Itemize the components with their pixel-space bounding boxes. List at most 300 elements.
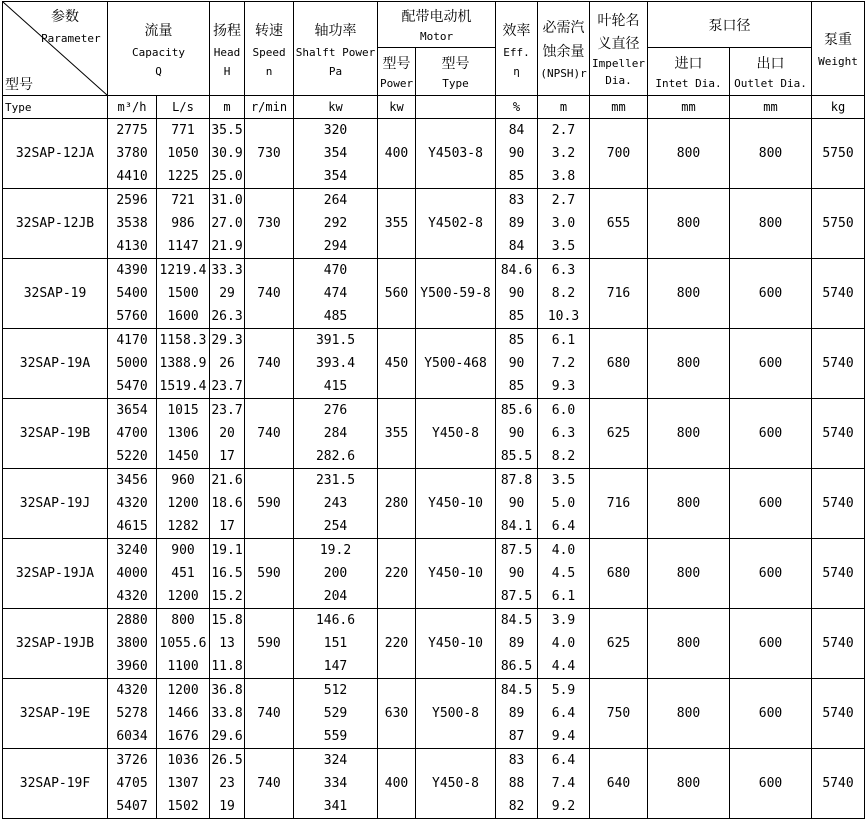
- shaft-value: 512: [323, 683, 348, 698]
- cell-motor-type: Y500-8: [416, 679, 496, 749]
- npsh-value: 3.9: [551, 613, 576, 628]
- shaft-value: 204: [323, 589, 348, 604]
- eff-value: 90: [508, 566, 525, 581]
- cell-inlet: 800: [648, 119, 730, 189]
- cell-motor-power: 450: [378, 329, 416, 399]
- unit-inlet: mm: [648, 96, 730, 119]
- q-ls-value: 800: [171, 613, 195, 628]
- head-value: 23: [219, 776, 235, 791]
- motor-zh: 配带电动机: [401, 9, 472, 25]
- eff-en: Eff.: [503, 45, 530, 59]
- cell-weight: 5750: [812, 119, 865, 189]
- cell-speed: 590: [245, 469, 294, 539]
- cell-head: [210, 609, 245, 679]
- q-m3h-value: 4705: [116, 776, 148, 791]
- cell-outlet: 600: [730, 609, 812, 679]
- cell-head: [210, 119, 245, 189]
- npsh-value: 2.7: [551, 123, 576, 138]
- head-value: 13: [219, 636, 235, 651]
- cell-eff: [496, 399, 538, 469]
- cell-motor-type: Y450-8: [416, 399, 496, 469]
- cell-impeller: 640: [590, 749, 648, 819]
- cell-motor-type: Y450-10: [416, 469, 496, 539]
- q-ls-value: 1147: [167, 239, 199, 254]
- shaft-value: 470: [323, 263, 348, 278]
- head-value: 33.8: [211, 706, 243, 721]
- cell-q-m3h: [108, 609, 157, 679]
- cell-motor-type: Y4502-8: [416, 189, 496, 259]
- cell-motor-type: Y450-10: [416, 609, 496, 679]
- npsh-value: 8.2: [551, 449, 576, 464]
- cell-q-ls: [157, 609, 210, 679]
- cell-weight: 5740: [812, 679, 865, 749]
- head-value: 19.1: [211, 543, 243, 558]
- cell-inlet: 800: [648, 189, 730, 259]
- cell-q-m3h: [108, 119, 157, 189]
- impeller-zh-2: 义直径: [597, 36, 640, 52]
- shaft-value: 264: [323, 193, 348, 208]
- cell-head: [210, 399, 245, 469]
- motor-type-header: [416, 48, 496, 96]
- eff-value: 89: [508, 216, 525, 231]
- cell-q-m3h: [108, 189, 157, 259]
- cell-q-ls: [157, 469, 210, 539]
- cell-outlet: 600: [730, 399, 812, 469]
- q-m3h-value: 5470: [116, 379, 148, 394]
- q-m3h-value: 3780: [116, 146, 148, 161]
- unit-npsh: m: [538, 96, 590, 119]
- cell-impeller: 680: [590, 329, 648, 399]
- cell-motor-power: 220: [378, 539, 416, 609]
- q-m3h-value: 4170: [116, 333, 148, 348]
- cell-motor-power: 630: [378, 679, 416, 749]
- impeller-en-1: Impeller: [592, 57, 645, 70]
- npsh-value: 4.4: [551, 659, 576, 674]
- npsh-value: 3.5: [551, 473, 576, 488]
- cell-model: 32SAP-19F: [3, 749, 108, 819]
- q-m3h-value: 3240: [116, 543, 148, 558]
- cell-outlet: 800: [730, 189, 812, 259]
- cell-model: 32SAP-19JB: [3, 609, 108, 679]
- npsh-value: 4.5: [551, 566, 576, 581]
- cell-outlet: 600: [730, 259, 812, 329]
- cell-weight: 5740: [812, 609, 865, 679]
- cell-motor-power: 560: [378, 259, 416, 329]
- cell-npsh: [538, 539, 590, 609]
- table-row: [3, 189, 865, 259]
- head-value: 26.3: [211, 309, 243, 324]
- cell-head: [210, 329, 245, 399]
- eff-value: 85: [508, 379, 525, 394]
- motor-power-header: [378, 48, 416, 96]
- eff-value: 82: [508, 799, 525, 814]
- speed-symbol: n: [265, 64, 273, 78]
- table-row: [3, 539, 865, 609]
- impeller-header: [590, 2, 648, 96]
- npsh-value: 3.8: [551, 169, 576, 184]
- efficiency-header: [496, 2, 538, 96]
- table-row: [3, 609, 865, 679]
- cell-speed: 730: [245, 189, 294, 259]
- head-value: 30.9: [211, 146, 243, 161]
- eff-value: 87.5: [500, 543, 533, 558]
- cell-npsh: [538, 399, 590, 469]
- cell-model: 32SAP-19B: [3, 399, 108, 469]
- shaft-zh: 轴功率: [314, 22, 357, 39]
- cell-motor-power: 400: [378, 119, 416, 189]
- shaft-value: 146.6: [315, 613, 356, 628]
- npsh-value: 3.5: [551, 239, 576, 254]
- cell-inlet: 800: [648, 399, 730, 469]
- cell-eff: [496, 609, 538, 679]
- eff-value: 90: [508, 356, 525, 371]
- unit-eff: %: [496, 96, 538, 119]
- cell-shaft: [294, 259, 378, 329]
- cell-eff: [496, 539, 538, 609]
- eff-value: 85: [508, 309, 525, 324]
- shaft-value: 529: [323, 706, 348, 721]
- cell-outlet: 800: [730, 119, 812, 189]
- cell-motor-type: Y4503-8: [416, 119, 496, 189]
- cell-motor-power: 355: [378, 399, 416, 469]
- shaft-value: 559: [323, 729, 348, 744]
- npsh-header: [538, 2, 590, 96]
- shaft-value: 19.2: [319, 543, 352, 558]
- q-m3h-value: 4000: [116, 566, 148, 581]
- cell-shaft: [294, 469, 378, 539]
- npsh-value: 6.1: [551, 589, 576, 604]
- shaft-value: 393.4: [315, 356, 356, 371]
- shaft-value: 243: [323, 496, 348, 511]
- head-header: [210, 2, 245, 96]
- head-value: 21.6: [211, 473, 243, 488]
- outlet-en: Outlet Dia.: [734, 77, 807, 90]
- unit-impeller: mm: [590, 96, 648, 119]
- eff-zh: 效率: [502, 22, 531, 39]
- head-value: 35.5: [211, 123, 243, 138]
- shaft-value: 292: [323, 216, 348, 231]
- q-ls-value: 960: [171, 473, 195, 488]
- eff-value: 86.5: [500, 659, 533, 674]
- shaft-value: 334: [323, 776, 348, 791]
- shaft-value: 354: [323, 146, 348, 161]
- cell-shaft: [294, 679, 378, 749]
- q-m3h-value: 4320: [116, 683, 148, 698]
- q-ls-value: 1158.3: [159, 333, 207, 348]
- head-value: 29.3: [211, 333, 243, 348]
- q-m3h-value: 5407: [116, 799, 148, 814]
- motor-type-en: Type: [442, 77, 469, 90]
- cell-speed: 740: [245, 259, 294, 329]
- npsh-value: 9.4: [551, 729, 576, 744]
- eff-value: 89: [508, 706, 525, 721]
- table-row: [3, 679, 865, 749]
- shaft-value: 282.6: [315, 449, 356, 464]
- cell-impeller: 700: [590, 119, 648, 189]
- q-m3h-value: 3538: [116, 216, 148, 231]
- cell-head: [210, 679, 245, 749]
- cell-model: 32SAP-19J: [3, 469, 108, 539]
- eff-value: 89: [508, 636, 525, 651]
- cell-weight: 5740: [812, 399, 865, 469]
- q-ls-value: 771: [171, 123, 195, 138]
- cell-q-ls: [157, 119, 210, 189]
- q-ls-value: 1036: [167, 753, 199, 768]
- cell-motor-type: Y500-59-8: [416, 259, 496, 329]
- table-row: [3, 259, 865, 329]
- cell-eff: [496, 119, 538, 189]
- npsh-value: 6.4: [551, 519, 576, 534]
- q-ls-value: 451: [171, 566, 195, 581]
- bore-header: [648, 2, 812, 48]
- cell-weight: 5740: [812, 469, 865, 539]
- model-label-zh: 型号: [5, 77, 33, 93]
- cell-shaft: [294, 189, 378, 259]
- model-label-en: Type: [5, 101, 32, 114]
- head-value: 29.6: [211, 729, 243, 744]
- cell-npsh: [538, 329, 590, 399]
- q-m3h-value: 2775: [116, 123, 148, 138]
- cell-q-m3h: [108, 749, 157, 819]
- shaft-value: 324: [323, 753, 348, 768]
- head-value: 15.2: [211, 589, 243, 604]
- eff-value: 87.8: [500, 473, 533, 488]
- bore-zh: 泵口径: [708, 17, 751, 34]
- shaft-value: 294: [323, 239, 348, 254]
- unit-head: m: [210, 96, 245, 119]
- q-m3h-value: 3726: [116, 753, 148, 768]
- eff-value: 84.5: [500, 613, 533, 628]
- q-m3h-value: 4615: [116, 519, 148, 534]
- npsh-value: 5.9: [551, 683, 576, 698]
- head-value: 31.0: [211, 193, 243, 208]
- cell-model: 32SAP-19: [3, 259, 108, 329]
- q-ls-value: 1225: [167, 169, 199, 184]
- cell-inlet: 800: [648, 539, 730, 609]
- cell-npsh: [538, 749, 590, 819]
- q-m3h-value: 5400: [116, 286, 148, 301]
- motor-type-zh: 型号: [441, 56, 470, 72]
- unit-outlet: mm: [730, 96, 812, 119]
- cell-shaft: [294, 399, 378, 469]
- q-ls-value: 1502: [167, 799, 199, 814]
- shaft-value: 341: [323, 799, 348, 814]
- capacity-en: Capacity: [132, 45, 185, 59]
- npsh-value: 6.3: [551, 263, 576, 278]
- q-ls-value: 1219.4: [159, 263, 207, 278]
- cell-model: 32SAP-19A: [3, 329, 108, 399]
- npsh-value: 5.0: [551, 496, 576, 511]
- table-row: [3, 329, 865, 399]
- eff-symbol: η: [513, 64, 520, 78]
- table-row: [3, 749, 865, 819]
- cell-head: [210, 189, 245, 259]
- shaft-value: 151: [323, 636, 348, 651]
- npsh-value: 9.3: [551, 379, 576, 394]
- cell-impeller: 716: [590, 259, 648, 329]
- q-ls-value: 1200: [167, 683, 199, 698]
- npsh-zh-1: 必需汽: [542, 20, 585, 36]
- npsh-value: 6.0: [551, 403, 576, 418]
- cell-speed: 740: [245, 749, 294, 819]
- cell-q-ls: [157, 679, 210, 749]
- eff-value: 87: [508, 729, 525, 744]
- pump-spec-table: [2, 1, 865, 819]
- inlet-zh: 进口: [674, 56, 703, 72]
- table-header: [3, 2, 865, 119]
- shaft-value: 254: [323, 519, 348, 534]
- unit-q-m3h: m³/h: [108, 96, 157, 119]
- eff-value: 90: [508, 496, 525, 511]
- npsh-value: 3.0: [551, 216, 576, 231]
- eff-value: 87.5: [500, 589, 533, 604]
- head-value: 33.3: [211, 263, 243, 278]
- cell-inlet: 800: [648, 259, 730, 329]
- cell-motor-type: Y450-10: [416, 539, 496, 609]
- cell-inlet: 800: [648, 749, 730, 819]
- eff-value: 85: [508, 333, 525, 348]
- table-row: [3, 119, 865, 189]
- cell-eff: [496, 259, 538, 329]
- npsh-value: 7.4: [551, 776, 576, 791]
- cell-q-m3h: [108, 259, 157, 329]
- cell-head: [210, 469, 245, 539]
- eff-value: 84.1: [500, 519, 533, 534]
- cell-speed: 590: [245, 609, 294, 679]
- param-label-zh: 参数: [51, 9, 79, 25]
- npsh-value: 2.7: [551, 193, 576, 208]
- cell-motor-power: 400: [378, 749, 416, 819]
- npsh-value: 6.4: [551, 706, 576, 721]
- npsh-value: 6.4: [551, 753, 576, 768]
- capacity-header: [108, 2, 210, 96]
- q-ls-value: 1388.9: [159, 356, 207, 371]
- cell-outlet: 600: [730, 469, 812, 539]
- cell-npsh: [538, 679, 590, 749]
- eff-value: 90: [508, 146, 525, 161]
- head-value: 36.8: [211, 683, 243, 698]
- outlet-zh: 出口: [756, 56, 785, 72]
- cell-q-m3h: [108, 399, 157, 469]
- q-m3h-value: 3456: [116, 473, 148, 488]
- cell-head: [210, 259, 245, 329]
- cell-npsh: [538, 609, 590, 679]
- q-m3h-value: 4700: [116, 426, 148, 441]
- cell-outlet: 600: [730, 329, 812, 399]
- q-m3h-value: 6034: [116, 729, 148, 744]
- eff-value: 85: [508, 169, 525, 184]
- cell-model: 32SAP-19E: [3, 679, 108, 749]
- q-ls-value: 1306: [167, 426, 199, 441]
- capacity-symbol: Q: [155, 64, 162, 78]
- q-m3h-value: 5760: [116, 309, 148, 324]
- param-label-en: Parameter: [41, 32, 101, 45]
- cell-q-ls: [157, 539, 210, 609]
- weight-en: Weight: [818, 55, 858, 68]
- cell-q-m3h: [108, 679, 157, 749]
- shaft-value: 200: [323, 566, 348, 581]
- q-m3h-value: 5000: [116, 356, 148, 371]
- q-ls-value: 1676: [167, 729, 199, 744]
- head-value: 27.0: [211, 216, 243, 231]
- cell-q-m3h: [108, 329, 157, 399]
- npsh-value: 4.0: [551, 636, 576, 651]
- q-m3h-value: 4130: [116, 239, 148, 254]
- cell-inlet: 800: [648, 329, 730, 399]
- q-ls-value: 1015: [167, 403, 199, 418]
- head-value: 19: [219, 799, 235, 814]
- cell-model: 32SAP-12JB: [3, 189, 108, 259]
- head-value: 20: [219, 426, 235, 441]
- head-value: 21.9: [211, 239, 243, 254]
- q-ls-value: 1500: [167, 286, 199, 301]
- eff-value: 85.5: [500, 449, 533, 464]
- head-value: 23.7: [211, 379, 243, 394]
- shaft-power-header: [294, 2, 378, 96]
- cell-npsh: [538, 469, 590, 539]
- q-ls-value: 1307: [167, 776, 199, 791]
- cell-eff: [496, 329, 538, 399]
- q-ls-value: 1519.4: [159, 379, 207, 394]
- eff-value: 84.6: [500, 263, 533, 278]
- cell-eff: [496, 189, 538, 259]
- cell-motor-type: Y450-8: [416, 749, 496, 819]
- shaft-symbol: Pa: [328, 64, 343, 78]
- head-symbol: H: [223, 64, 231, 78]
- diagonal-header-cell: [3, 2, 108, 114]
- cell-inlet: 800: [648, 679, 730, 749]
- cell-eff: [496, 749, 538, 819]
- cell-impeller: 750: [590, 679, 648, 749]
- shaft-value: 147: [323, 659, 348, 674]
- outlet-header: [730, 48, 812, 96]
- unit-shaft: kw: [294, 96, 378, 119]
- eff-value: 88: [508, 776, 525, 791]
- q-ls-value: 1282: [167, 519, 199, 534]
- units-row: [3, 96, 865, 119]
- cell-weight: 5740: [812, 749, 865, 819]
- eff-value: 83: [508, 753, 525, 768]
- head-zh: 扬程: [213, 22, 242, 39]
- cell-speed: 590: [245, 539, 294, 609]
- shaft-value: 284: [323, 426, 348, 441]
- cell-weight: 5740: [812, 539, 865, 609]
- impeller-zh-1: 叶轮名: [597, 13, 640, 29]
- cell-npsh: [538, 119, 590, 189]
- cell-shaft: [294, 539, 378, 609]
- shaft-value: 391.5: [315, 333, 356, 348]
- cell-motor-type: Y500-468: [416, 329, 496, 399]
- q-m3h-value: 2880: [116, 613, 148, 628]
- inlet-header: [648, 48, 730, 96]
- motor-power-en: Power: [379, 77, 414, 90]
- npsh-value: 8.2: [551, 286, 576, 301]
- q-m3h-value: 4410: [116, 169, 148, 184]
- cell-q-m3h: [108, 469, 157, 539]
- head-value: 29: [219, 286, 235, 301]
- cell-q-m3h: [108, 539, 157, 609]
- head-value: 23.7: [211, 403, 243, 418]
- cell-eff: [496, 469, 538, 539]
- shaft-value: 474: [323, 286, 348, 301]
- unit-q-ls: L/s: [157, 96, 210, 119]
- cell-weight: 5750: [812, 189, 865, 259]
- head-value: 25.0: [211, 169, 243, 184]
- cell-q-ls: [157, 399, 210, 469]
- cell-weight: 5740: [812, 329, 865, 399]
- cell-outlet: 600: [730, 749, 812, 819]
- npsh-value: 7.2: [551, 356, 576, 371]
